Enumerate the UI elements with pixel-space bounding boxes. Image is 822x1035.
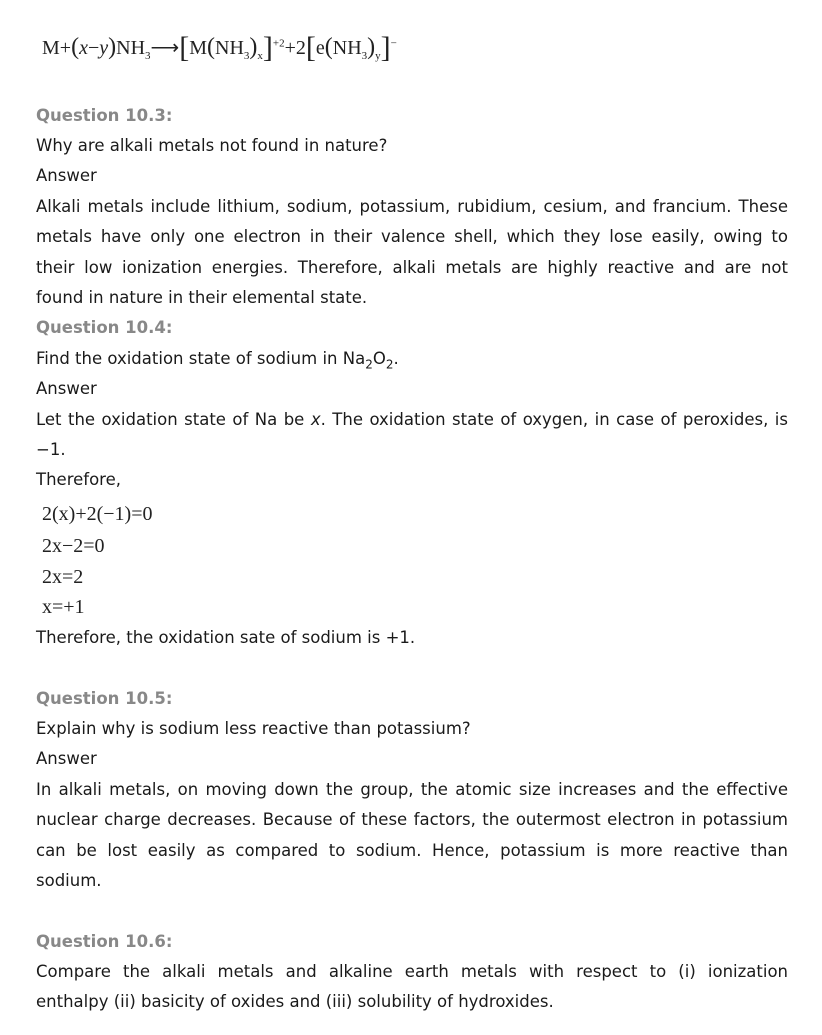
- eq-coefficient: +2: [284, 37, 306, 59]
- math-step: 2x=2: [42, 566, 84, 588]
- eq-metal: M: [189, 37, 207, 59]
- eq-minus: −: [87, 37, 100, 59]
- answer-label: Answer: [36, 749, 97, 768]
- eq-charge: −: [390, 37, 397, 50]
- question-heading: Question 10.3:: [36, 106, 173, 125]
- subscript: 2: [385, 357, 394, 372]
- eq-paren: (: [71, 34, 80, 60]
- math-step: x=+1: [42, 596, 85, 618]
- eq-paren: (: [207, 34, 215, 60]
- eq-metal: M: [42, 37, 60, 59]
- eq-bracket: ]: [262, 31, 273, 64]
- question-text-part: .: [393, 349, 399, 368]
- eq-sub: 3: [145, 50, 151, 62]
- eq-sub: 3: [361, 50, 368, 62]
- answer-line: [36, 405, 788, 435]
- eq-arrow: ⟶: [150, 37, 180, 59]
- question-text-part: Find the oxidation state of sodium in Na: [36, 349, 366, 368]
- math-step: 2x−2=0: [42, 535, 105, 557]
- math-step: 2(x)+2(−1)=0: [42, 503, 153, 525]
- question-heading: Question 10.6:: [36, 932, 173, 951]
- reaction-equation: [42, 28, 397, 62]
- answer-line: In alkali metals, on moving down the group, the atomic size increases and the effective: [36, 780, 788, 799]
- answer-line: −1.: [36, 440, 66, 459]
- answer-line: their low ionization energies. Therefore, alkali metals are highly reactive and are not: [36, 258, 788, 277]
- question-text-part: O: [372, 349, 386, 368]
- eq-nh: NH: [332, 37, 362, 59]
- answer-line: metals have only one electron in their valence shell, which they lose easily, owing to: [36, 227, 788, 246]
- eq-nh: NH: [116, 37, 146, 59]
- eq-sub: 3: [243, 50, 250, 62]
- answer-line: Alkali metals include lithium, sodium, potassium, rubidium, cesium, and francium. These: [36, 197, 788, 216]
- answer-label: Answer: [36, 379, 97, 398]
- question-heading: Question 10.5:: [36, 689, 173, 708]
- subscript: 2: [365, 357, 373, 372]
- answer-text-part: Let the oxidation state of Na be: [36, 410, 311, 429]
- answer-line: sodium.: [36, 871, 102, 890]
- question-text: Why are alkali metals not found in nature?: [36, 136, 388, 155]
- answer-text-part: . The oxidation state of oxygen, in case of peroxides, is: [320, 410, 788, 429]
- question-heading: Question 10.4:: [36, 318, 173, 337]
- eq-sub-x: x: [257, 50, 263, 62]
- therefore-label: Therefore,: [36, 470, 121, 489]
- eq-charge: +2: [272, 37, 285, 50]
- question-text: Explain why is sodium less reactive than potassium?: [36, 719, 471, 738]
- eq-bracket: [: [305, 31, 316, 64]
- eq-paren: ): [367, 34, 376, 60]
- answer-line: can be lost easily as compared to sodium. Hence, potassium is more reactive than: [36, 841, 788, 860]
- eq-bracket: [: [179, 31, 190, 64]
- variable-x: x: [310, 410, 321, 429]
- question-text: Compare the alkali metals and alkaline earth metals with respect to (i) ionization: [36, 962, 788, 981]
- eq-y: y: [99, 37, 109, 59]
- question-text: enthalpy (ii) basicity of oxides and (iii) solubility of hydroxides.: [36, 992, 554, 1011]
- eq-sub-y: y: [375, 50, 381, 62]
- eq-nh: NH: [215, 37, 244, 59]
- eq-bracket: ]: [380, 31, 391, 64]
- answer-line: found in nature in their elemental state.: [36, 288, 368, 307]
- eq-x: x: [79, 37, 88, 59]
- eq-paren: ): [108, 34, 117, 60]
- eq-electron: e: [315, 37, 325, 59]
- conclusion: Therefore, the oxidation sate of sodium is +1.: [36, 628, 416, 647]
- answer-label: Answer: [36, 166, 97, 185]
- eq-paren: (: [324, 34, 333, 60]
- eq-paren: ): [249, 34, 258, 60]
- eq-plus: +: [59, 37, 72, 59]
- answer-line: nuclear charge decreases. Because of these factors, the outermost electron in potassium: [36, 810, 788, 829]
